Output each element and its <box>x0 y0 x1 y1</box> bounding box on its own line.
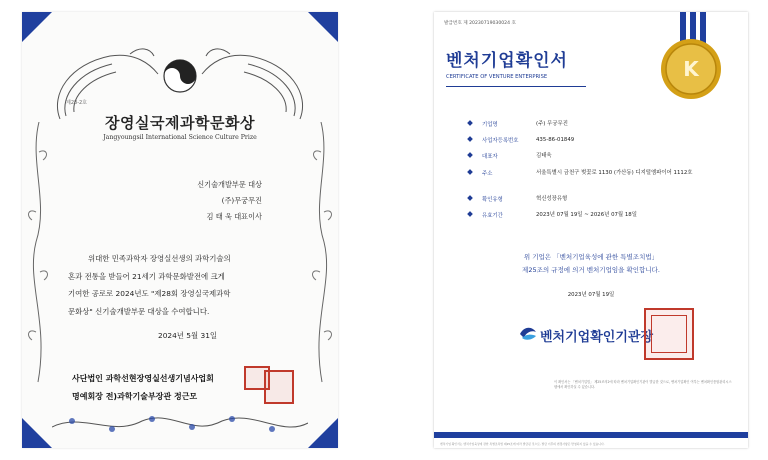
bullet-icon <box>467 195 473 201</box>
recipient-company: (주)무궁무진 <box>221 196 262 205</box>
body-line: 문화상" 신기술개발부문 대상을 수여합니다. <box>68 306 210 316</box>
field-value: 김태욱 <box>536 153 552 159</box>
footnote: 이 확인서는 「벤처기업법」 제25조의2에 따라 벤처기업확인기관이 발급한 것으로, 벤처기업확인 여부는 벤처확인종합관리시스템에서 확인하실 수 있습니다. <box>554 380 732 389</box>
award-certificate <box>22 12 338 448</box>
recipient-person: 김 태 욱 대표이사 <box>206 212 262 221</box>
body-line: 위대한 민족과학자 장영실선생의 과학기술의 <box>88 254 231 263</box>
body-line: 혼과 전통을 받들어 21세기 과학문화발전에 크게 <box>68 271 225 281</box>
issuer-signatory: 명예회장 전)과학기술부장관 정근모 <box>72 392 198 401</box>
field-label: 유효기간 <box>482 213 503 219</box>
issuer-organization: 사단법인 과학선현장영실선생기념사업회 <box>72 374 214 383</box>
award-body-text <box>68 250 296 320</box>
red-seal-icon <box>264 370 294 404</box>
field-value: 서울특별시 금천구 벚꽃로 1130 (가산동) 디지털엠파이어 1112호 <box>536 170 693 176</box>
corner-decoration <box>308 418 338 448</box>
bottom-note: 벤처기업 확인서는 벤처기업육성에 관한 특별조치법 제25조에 따라 발급된 것으로, 발급 이후의 변경사항은 반영되지 않을 수 있습니다. <box>440 442 605 446</box>
flower-border-icon <box>24 122 54 392</box>
bullet-icon <box>467 152 473 158</box>
award-title: 장영실국제과학문화상 <box>105 114 255 132</box>
field-label: 기업명 <box>482 122 498 128</box>
award-subtitle: Jangyoungsil International Science Culture Prize <box>103 134 257 141</box>
issue-date: 2023년 07월 19일 <box>567 292 615 298</box>
flower-border-icon <box>306 122 336 392</box>
svg-text:K: K <box>683 57 699 81</box>
field-label: 대표자 <box>482 154 498 160</box>
gold-medal-icon <box>660 38 722 100</box>
red-seal-icon <box>644 308 694 360</box>
field-value: 2023년 07월 19일 ~ 2026년 07월 18일 <box>536 212 637 218</box>
confirmation-statement: 제25조의 규정에 의거 벤처기업임을 확인합니다. <box>522 266 660 274</box>
bottom-band <box>434 432 748 438</box>
certificate-subtitle: CERTIFICATE OF VENTURE ENTERPRISE <box>446 74 548 80</box>
bullet-icon <box>467 136 473 142</box>
corner-decoration <box>22 418 52 448</box>
flower-border-icon <box>52 407 308 439</box>
bullet-icon <box>467 120 473 126</box>
venture-certificate <box>434 12 748 448</box>
field-value: (주) 무궁무진 <box>536 121 568 127</box>
recipient-category: 신기술개발부문 대상 <box>197 180 262 189</box>
document-number: 발급번호 제 20230719030024 호 <box>444 21 516 26</box>
field-label: 사업자등록번호 <box>482 138 519 144</box>
bullet-icon <box>467 169 473 175</box>
venture-logo-icon <box>518 324 538 342</box>
field-label: 확인유형 <box>482 197 503 203</box>
confirmation-statement: 위 기업은 「벤처기업육성에 관한 특별조치법」 <box>523 253 659 261</box>
issuing-authority: 벤처기업확인기관장 <box>540 330 654 345</box>
title-divider <box>446 86 586 87</box>
bullet-icon <box>467 211 473 217</box>
certificate-title: 벤처기업확인서 <box>446 51 568 71</box>
document-number: 제28-2호 <box>66 100 88 106</box>
field-value: 혁신성장유형 <box>536 196 568 202</box>
phoenix-ornament-icon <box>40 34 320 124</box>
field-value: 435-86-01849 <box>536 137 575 143</box>
award-date: 2024년 5월 31일 <box>158 331 218 340</box>
field-label: 주소 <box>482 171 493 177</box>
body-line: 기여한 공로로 2024년도 "제28회 장영실국제과학 <box>68 289 231 298</box>
taegeuk-icon <box>164 60 196 92</box>
